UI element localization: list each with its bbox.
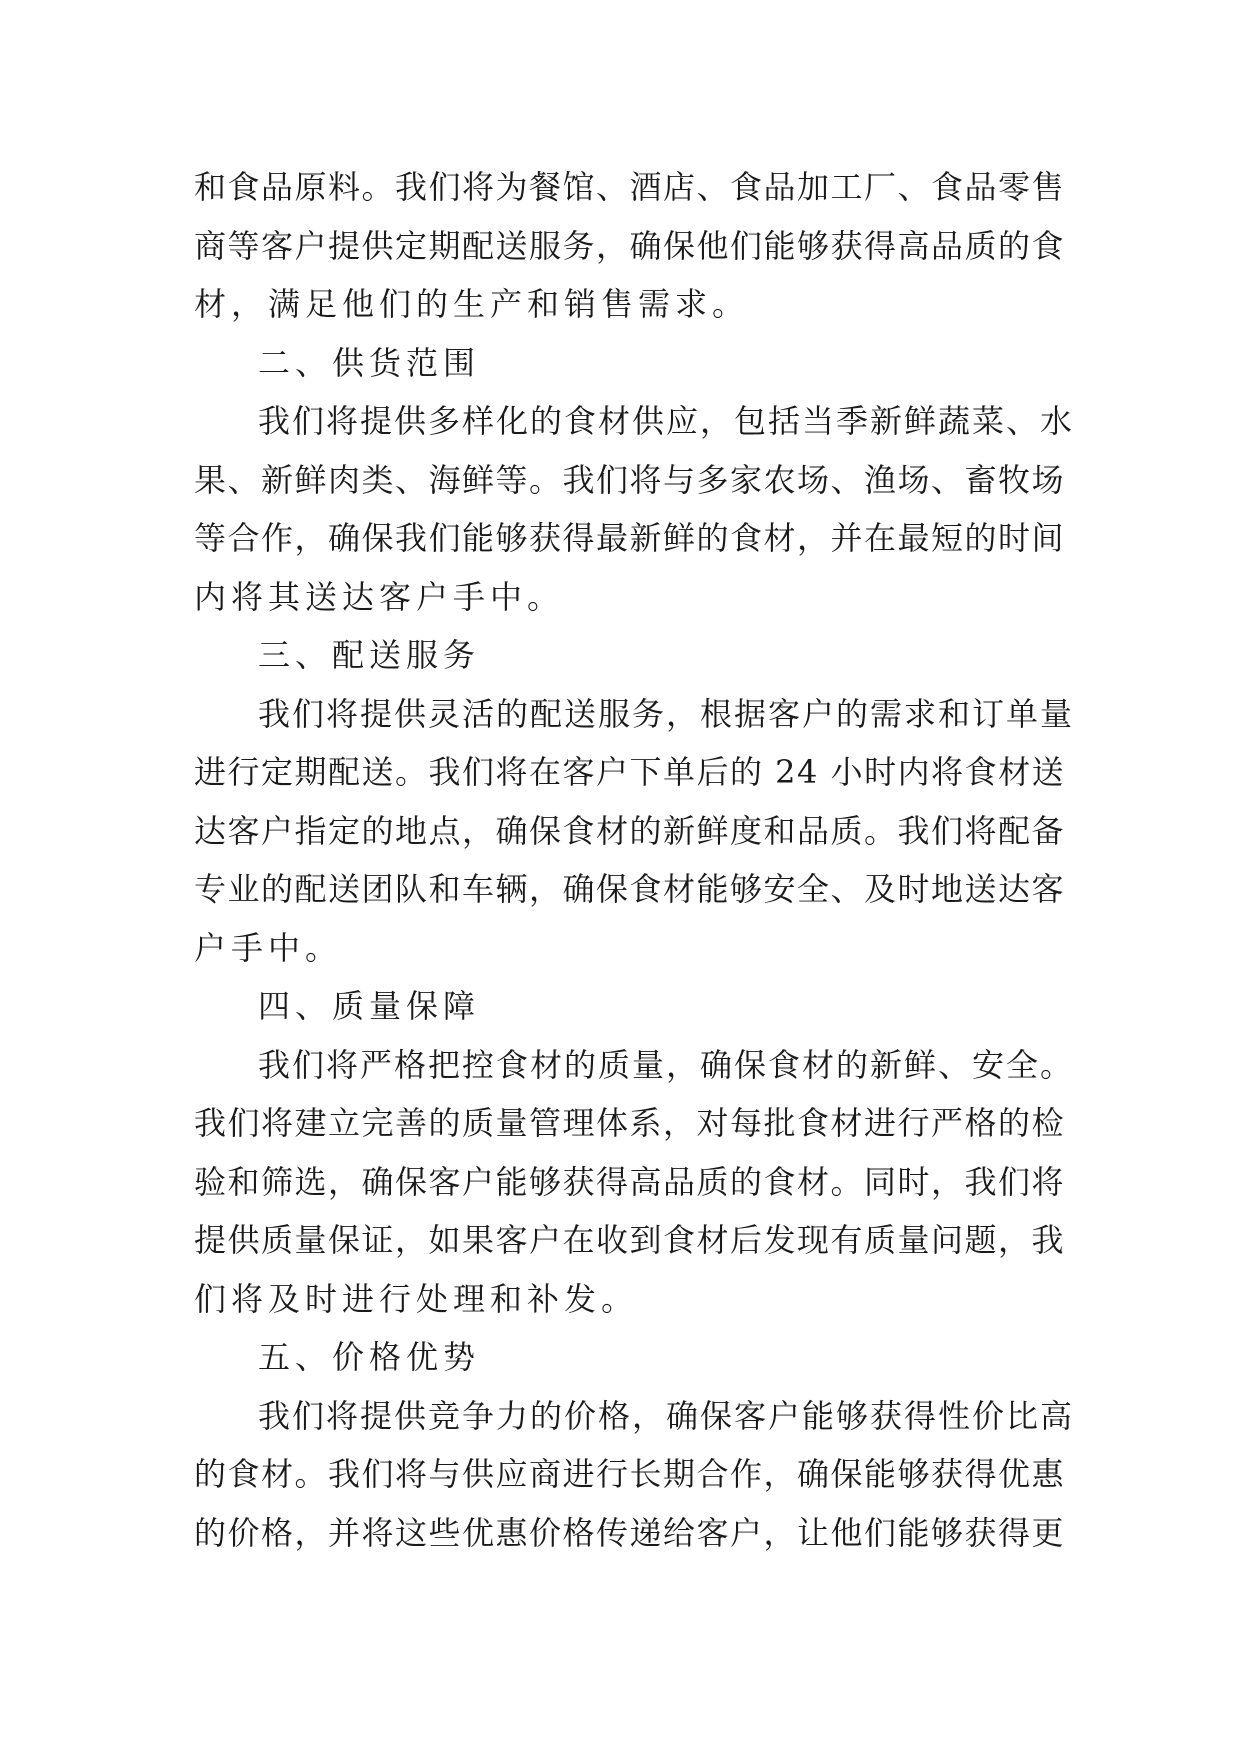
section-heading-price-advantage: 五、价格优势 — [258, 1338, 481, 1376]
text-line: 我们将提供灵活的配送服务，根据客户的需求和订单量 — [258, 694, 1075, 733]
text-line: 验和筛选，确保客户能够获得高品质的食材。同时，我们将 — [194, 1162, 1066, 1201]
text-line: 果、新鲜肉类、海鲜等。我们将与多家农场、渔场、畜牧场 — [194, 460, 1066, 499]
text-line: 们将及时进行处理和补发。 — [194, 1279, 639, 1318]
paragraph-supply-scope — [194, 392, 1074, 626]
paragraph-quality-assurance — [194, 1036, 1074, 1329]
section-heading-quality-assurance: 四、质量保障 — [258, 987, 481, 1025]
text-line: 的食材。我们将与供应商进行长期合作，确保能够获得优惠 — [194, 1455, 1066, 1493]
text-line: 我们将提供多样化的食材供应，包括当季新鲜蔬菜、水 — [258, 402, 1075, 440]
paragraph-intro-continued — [194, 158, 1074, 334]
text-line: 进行定期配送。我们将在客户下单后的 24 小时内将食材送 — [194, 753, 1066, 791]
text-line: 我们将建立完善的质量管理体系，对每批食材进行严格的检 — [194, 1104, 1066, 1142]
text-line: 我们将提供竞争力的价格，确保客户能够获得性价比高 — [258, 1396, 1075, 1435]
text-line: 的价格，并将这些优惠价格传递给客户，让他们能够获得更 — [194, 1513, 1066, 1552]
text-line: 等合作，确保我们能够获得最新鲜的食材，并在最短的时间 — [194, 519, 1066, 557]
section-heading-supply-scope: 二、供货范围 — [258, 343, 481, 382]
text-line: 内将其送达客户手中。 — [194, 577, 565, 616]
section-heading-delivery-service: 三、配送服务 — [258, 636, 481, 674]
text-line: 我们将严格把控食材的质量，确保食材的新鲜、安全。 — [258, 1045, 1075, 1084]
paragraph-delivery-service — [194, 685, 1074, 978]
text-line: 提供质量保证，如果客户在收到食材后发现有质量问题，我 — [194, 1221, 1066, 1259]
text-line: 商等客户提供定期配送服务，确保他们能够获得高品质的食 — [194, 226, 1066, 265]
paragraph-price-advantage — [194, 1387, 1074, 1563]
text-line: 户手中。 — [194, 928, 343, 967]
document-body — [194, 158, 1074, 1562]
text-line: 和食品原料。我们将为餐馆、酒店、食品加工厂、食品零售 — [194, 168, 1066, 206]
text-line: 专业的配送团队和车辆，确保食材能够安全、及时地送达客 — [194, 870, 1066, 908]
text-line: 材，满足他们的生产和销售需求。 — [194, 285, 750, 323]
text-line: 达客户指定的地点，确保食材的新鲜度和品质。我们将配备 — [194, 811, 1066, 850]
